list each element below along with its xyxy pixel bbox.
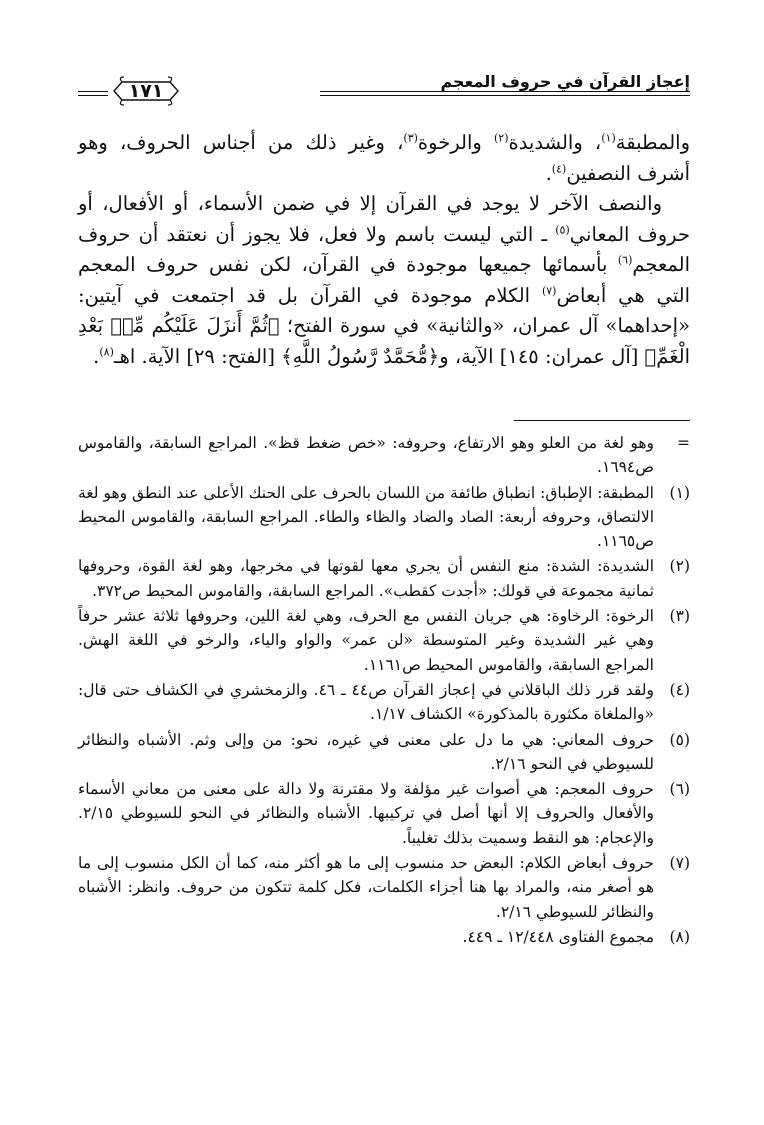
footnote-marker: (٣) — [669, 607, 690, 626]
footnotes — [78, 431, 690, 949]
page-header — [78, 62, 690, 104]
footnote-marker: (٧) — [669, 854, 690, 873]
text-run: ، وغير ذلك من أجناس الحروف، وهو أشرف النصفين — [78, 131, 690, 185]
header-rule — [320, 95, 690, 96]
footnote-text: مجموع الفتاوى ١٢/٤٤٨ ـ ٤٤٩. — [462, 927, 654, 946]
footnote-marker: = — [677, 434, 690, 452]
footnote-text: المطبقة: الإطباق: انطباق طائفة من اللسان بالحرف على الحنك الأعلى عند النطق وهو لغة الالتصاق، وحروفه أربعة: الصاد والضاد والظاء والطاء. المراجع السابقة، والقاموس المحيط ص١١٦٥. — [78, 483, 654, 551]
text-run: ـ التي ليست باسم ولا فعل، فلا يجوز أن نعتقد أن حروف المعجم — [78, 222, 690, 276]
footnote-text: حروف المعجم: هي أصوات غير مؤلفة ولا مقترنة ولا دالة على معنى من معاني الأسماء والأفعال والحروف إلا أنها أصل في تركيبها. الأشباه والنظائر في النحو للسيوطي ٢/١٥. والإعجام: هو النقط وسميت بذلك تغليباً. — [78, 780, 654, 847]
text-run: والنصف الآخر لا يوجد في القرآن إلا في ضمن الأسماء، أو الأفعال، أو حروف المعاني — [78, 192, 690, 246]
footnote-separator — [514, 420, 690, 421]
footnote — [78, 728, 690, 777]
footnote-text: الرخوة: الرخاوة: هي جريان النفس مع الحرف، وهي لغة اللين، وحروفها ثلاثة عشر حرفاً وهي غير الشديدة وغير المتوسطة «لن عمر» والواو والياء، والرخو في اللغة الهش. المراجع السابقة، والقاموس المحيط ص١١٦١. — [78, 607, 654, 674]
footnote-ref[interactable]: (٤) — [551, 162, 567, 175]
footnote — [78, 851, 690, 924]
footnote — [78, 777, 690, 850]
footnote — [78, 554, 690, 603]
footnote-marker: (٢) — [669, 557, 690, 576]
footnote-text: الشديدة: الشدة: منع النفس أن يجري معها لقوتها في مخرجها، وهو لغة القوة، وحروفها ثمانية مجموعة في قولك: «أجدت كقطب». المراجع السابقة، والقاموس المحيط ص٣٧٢. — [78, 557, 654, 600]
main-text — [78, 128, 690, 372]
page-number: ١٧١ — [128, 80, 164, 102]
footnote-text: حروف المعاني: هي ما دل على معنى في غيره، نحو: من وإلى وثم. الأشباه والنظائر للسيوطي في النحو ٢/١٦. — [78, 730, 654, 773]
page-number-frame — [110, 74, 182, 108]
text-run: ، والشديدة — [508, 131, 602, 154]
footnote — [78, 604, 690, 677]
header-rule — [78, 95, 108, 96]
book-page — [78, 62, 690, 950]
footnote — [78, 431, 690, 480]
header-rule — [320, 91, 690, 92]
footnote-marker: (١) — [669, 483, 690, 502]
footnote-marker: (٥) — [669, 730, 690, 749]
footnote-marker: (٦) — [669, 780, 690, 799]
footnote-marker: (٤) — [669, 680, 690, 699]
footnote-text: وهو لغة من العلو وهو الارتفاع، وحروفه: «خص ضغط قظ». المراجع السابقة، والقاموس ص١٦٩٤. — [78, 434, 654, 477]
footnote-ref[interactable]: (٨) — [99, 345, 114, 358]
footnote-text: حروف أبعاض الكلام: البعض حد منسوب إلى ما هو أكثر منه، كما أن الكل منسوب إلى ما هو أصغر منه، والمراد بها هنا أجزاء الكلمات، فكل كلمة تتكون من حروف. وانظر: الأشباه والنظائر للسيوطي ٢/١٦. — [78, 854, 654, 921]
text-run: والمطبقة — [615, 131, 690, 154]
footnote-ref[interactable]: (١) — [601, 131, 616, 145]
header-rule — [78, 91, 108, 92]
footnote — [78, 481, 690, 554]
text-run: بأسمائها جميعها موجودة في القرآن، لكن نفس حروف المعجم التي هي أبعاض — [78, 253, 690, 307]
footnote-ref[interactable]: (٣) — [403, 131, 418, 145]
footnote — [78, 678, 690, 727]
running-title: إعجاز القرآن في حروف المعجم — [440, 72, 690, 91]
footnote-ref[interactable]: (٧) — [541, 284, 557, 297]
paragraph-1 — [78, 128, 690, 189]
footnote-marker: (٨) — [669, 927, 690, 946]
footnote-ref[interactable]: (٦) — [617, 253, 633, 267]
text-run: . — [545, 161, 552, 185]
footnote-ref[interactable]: (٢) — [493, 131, 509, 145]
footnote-ref[interactable]: (٥) — [555, 223, 570, 236]
text-run: والرخوة — [417, 131, 494, 154]
footnote — [78, 925, 690, 949]
text-run: . — [93, 344, 100, 368]
footnote-text: ولقد قرر ذلك الباقلاني في إعجاز القرآن ص٤٤ ـ ٤٦. والزمخشري في الكشاف حتى قال: «والملغاة مكثورة بالمذكورة» الكشاف ١/١٧. — [78, 680, 654, 724]
paragraph-2 — [78, 189, 690, 372]
text-run: الكلام موجودة في القرآن بل قد اجتمعت في آيتين: «إحداهما» آل عمران، «والثانية» في سورة الفتح؛ ﴿ثُمَّ أَنزَلَ عَلَيْكُم مِّنۢ بَعْدِ الْغَمِّ﴾ [آل عمران: ١٤٥] الآية، و﴿مُّحَمَّدٌ رَّسُولُ اللَّهِ﴾ [الفتح: ٢٩] الآية. اهـ — [78, 283, 690, 368]
